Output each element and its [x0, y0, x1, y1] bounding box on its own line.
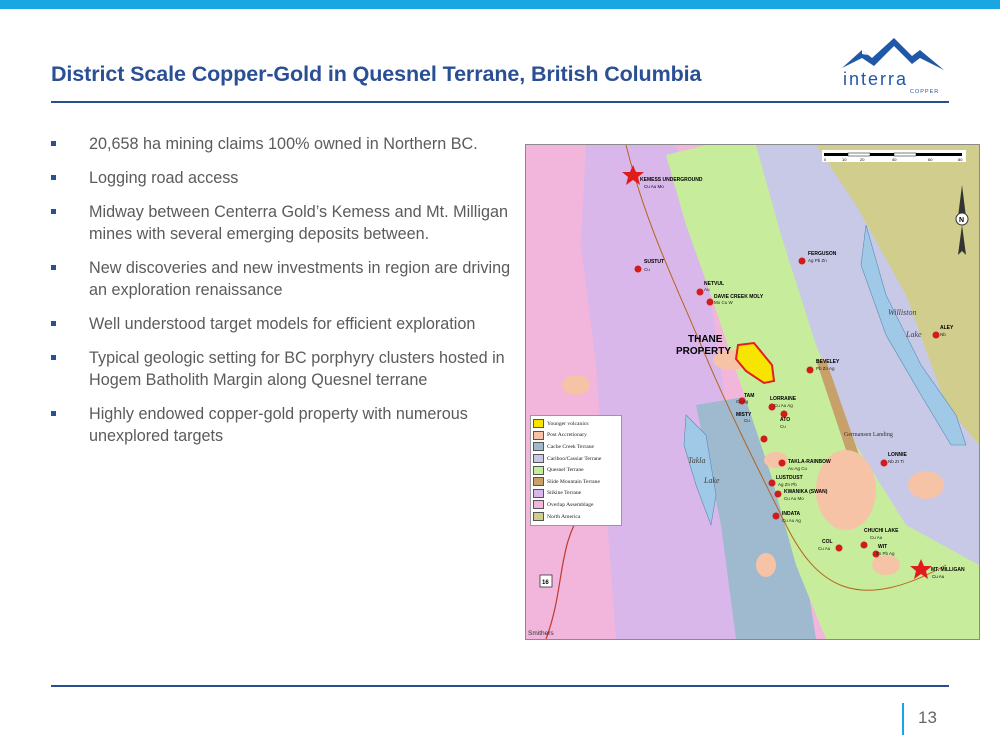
page-number: 13 — [918, 708, 937, 727]
deposit-marker-icon — [881, 460, 888, 467]
legend-item: Post Accretionary — [533, 430, 619, 442]
mine-name: MT. MILLIGAN — [931, 567, 965, 573]
geology-map — [525, 144, 980, 640]
deposit-marker-icon — [807, 367, 814, 374]
deposit-metals: Cu — [644, 267, 650, 272]
highway-shield-icon — [540, 575, 552, 587]
water-label: Lake — [906, 330, 922, 339]
scale-tick-label: 60 — [928, 157, 933, 162]
logo-wordmark: interra — [843, 69, 909, 89]
deposit-name: LORRAINE — [770, 396, 797, 402]
bullet-marker-icon — [51, 355, 56, 360]
deposit-marker-icon — [773, 513, 780, 520]
svg-text:N: N — [959, 217, 965, 224]
bullet-marker-icon — [51, 411, 56, 416]
legend-item: Overlap Assemblage — [533, 499, 619, 511]
legend-swatch — [533, 512, 544, 521]
legend-swatch — [533, 442, 544, 451]
property-label: PROPERTY — [676, 346, 732, 357]
deposit-name: INDATA — [782, 511, 801, 517]
legend-swatch — [533, 419, 544, 428]
bullet-item: Logging road access — [51, 167, 521, 189]
map-legend — [530, 415, 622, 526]
legend-swatch — [533, 466, 544, 475]
deposit-metals: Cu — [744, 418, 750, 423]
deposit-name: WIT — [878, 544, 888, 550]
deposit-name: CHUCHI LAKE — [864, 528, 899, 534]
deposit-name: LONNIE — [888, 452, 907, 458]
deposit-name: SUSTUT — [644, 259, 664, 265]
legend-item: North America — [533, 511, 619, 523]
deposit-marker-icon — [775, 491, 782, 498]
deposit-marker-icon — [697, 289, 704, 296]
deposit-marker-icon — [707, 299, 714, 306]
deposit-name: ATO — [780, 417, 791, 423]
bullet-list — [51, 133, 521, 459]
bullet-marker-icon — [51, 265, 56, 270]
scale-tick-label: 20 — [860, 157, 865, 162]
logo-subtitle: COPPER — [910, 89, 940, 95]
deposit-metals: Cu Ag — [736, 399, 749, 404]
bullet-item: 20,658 ha mining claims 100% owned in Northern BC. — [51, 133, 521, 155]
legend-item: Stikine Terrane — [533, 488, 619, 500]
bullet-marker-icon — [51, 321, 56, 326]
bullet-marker-icon — [51, 175, 56, 180]
bullet-item: Well understood target models for efficient exploration — [51, 313, 521, 335]
deposit-name: TAKLA-RAINBOW — [788, 459, 831, 465]
water-label: Lake — [704, 476, 720, 485]
footer-divider — [51, 685, 949, 687]
deposit-name: BEVELEY — [816, 359, 840, 365]
deposit-metals: Ag Zn Pb — [778, 482, 797, 487]
scale-tick-label: 80 — [958, 157, 963, 162]
deposit-name: DAVIE CREEK MOLY — [714, 294, 764, 300]
deposit-marker-icon — [799, 258, 806, 265]
deposit-name: KWANIKA (SWAN) — [784, 489, 828, 495]
place-label: Germansen Landing — [844, 432, 893, 438]
deposit-marker-icon — [779, 460, 786, 467]
slide-title: District Scale Copper-Gold in Quesnel Terrane, British Columbia — [51, 62, 702, 86]
mine-metals: Cu Au Mo — [644, 184, 664, 189]
bullet-item: Midway between Centerra Gold’s Kemess and Mt. Milligan mines with several emerging deposits between. — [51, 201, 521, 245]
deposit-metals: Au — [704, 287, 710, 292]
bullet-item: Typical geologic setting for BC porphyry clusters hosted in Hogem Batholith Margin along Quesnel terrane — [51, 347, 521, 391]
mine-metals: Cu Au — [932, 574, 945, 579]
legend-item: Quesnel Terrane — [533, 464, 619, 476]
deposit-metals: Cu Au Ag — [774, 403, 793, 408]
bullet-item: New discoveries and new investments in region are driving an exploration renaissance — [51, 257, 521, 301]
thane-label: THANE — [688, 334, 723, 345]
title-divider — [51, 101, 949, 103]
legend-item: Slide Mountain Terrane — [533, 476, 619, 488]
town-label: Smithers — [528, 630, 554, 637]
top-accent-bar — [0, 0, 1000, 9]
legend-item: Younger volcanics — [533, 418, 619, 430]
deposit-metals: Cu Au — [870, 535, 883, 540]
water-label: Williston — [888, 308, 917, 317]
deposit-name: ALEY — [940, 325, 954, 331]
deposit-metals: Cu Au Ag — [782, 518, 801, 523]
legend-swatch — [533, 454, 544, 463]
bullet-marker-icon — [51, 141, 56, 146]
legend-swatch — [533, 477, 544, 486]
deposit-name: NETVUL — [704, 281, 724, 287]
water-label: Takla — [688, 456, 706, 465]
deposit-marker-icon — [635, 266, 642, 273]
deposit-metals: Au Ag Cu — [788, 466, 808, 471]
deposit-metals: Nb Zr Ti — [888, 459, 905, 464]
mine-name: KEMESS UNDERGROUND — [640, 177, 703, 183]
deposit-metals: Cu Au — [818, 546, 831, 551]
deposit-marker-icon — [769, 480, 776, 487]
deposit-marker-icon — [761, 436, 768, 443]
legend-swatch — [533, 489, 544, 498]
deposit-marker-icon — [861, 542, 868, 549]
geology-map-svg — [526, 145, 979, 639]
deposit-metals: Nb — [940, 332, 946, 337]
deposit-metals: Cu — [780, 424, 786, 429]
deposit-metals: Cu Au Mo — [784, 496, 804, 501]
legend-swatch — [533, 500, 544, 509]
bullet-marker-icon — [51, 209, 56, 214]
page-number-accent — [902, 703, 904, 735]
deposit-name: TAM — [744, 393, 755, 399]
bullet-item: Highly endowed copper-gold property with numerous unexplored targets — [51, 403, 521, 447]
legend-item: Cariboo/Cassiar Terrane — [533, 453, 619, 465]
deposit-metals: Mo Cu W — [714, 300, 733, 305]
legend-item: Cache Creek Terrane — [533, 441, 619, 453]
deposit-metals: Ag Pb Zn — [808, 258, 827, 263]
deposit-metals: Zn Pb Ag — [876, 551, 895, 556]
deposit-metals: Pb Zn Ag — [816, 366, 835, 371]
scale-tick-label: 0 — [824, 157, 827, 162]
deposit-name: FERGUSON — [808, 251, 837, 257]
deposit-marker-icon — [836, 545, 843, 552]
deposit-name: MISTY — [736, 412, 752, 418]
svg-text:16: 16 — [542, 580, 549, 586]
scale-tick-label: 10 — [842, 157, 847, 162]
deposit-name: LUSTDUST — [776, 475, 803, 481]
legend-swatch — [533, 431, 544, 440]
scale-tick-label: 40 — [892, 157, 897, 162]
deposit-marker-icon — [933, 332, 940, 339]
deposit-name: COL — [822, 539, 833, 545]
